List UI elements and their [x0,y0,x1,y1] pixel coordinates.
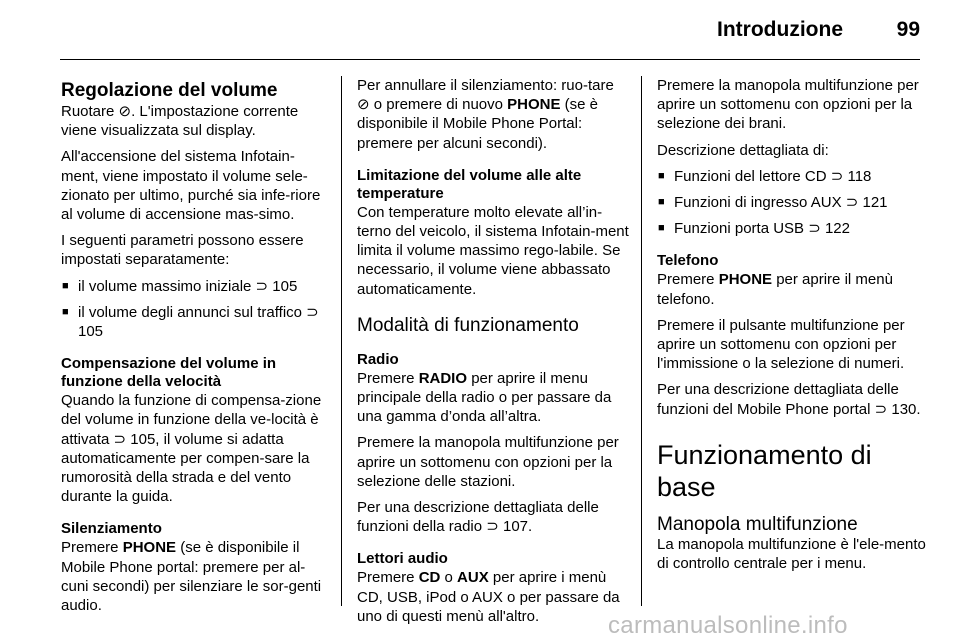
heading-temperature-limit: Limitazione del volume alle alte temperature [357,166,582,202]
paragraph: Premere RADIO per aprire il menu principale della radio o per passare da una gamma d’onda all’altra. [357,369,612,426]
key-phone: PHONE [122,539,177,557]
paragraph: Per una descrizione dettagliata delle funzioni della radio ⊃ 107. [357,499,599,536]
paragraph: All'accensione del sistema Infotain-ment, viene impostato il volume sele-zionato per ultimo, purché sia infe-riore al volume di accensione mas-simo. [61,148,321,224]
key-radio: RADIO [418,369,468,387]
heading-mute: Silenziamento [61,520,162,538]
list-item: ■ Funzioni del lettore CD ⊃ 118 [657,167,927,186]
paragraph: Descrizione dettagliata di: [657,141,829,159]
key-phone: PHONE [718,271,773,289]
paragraph: Premere il pulsante multifunzione per aprire un sottomenu con opzioni per l'immissione o la selezione di numeri. [657,316,905,373]
paragraph: Premere PHONE (se è disponibile il Mobile Phone portal: premere per al-cuni secondi) per silenziare le sor-genti audio. [61,539,322,615]
page-number: 99 [896,18,920,41]
paragraph: Premere la manopola multifunzione per aprire un sottomenu con opzioni per la selezione delle stazioni. [357,434,619,490]
heading-audio-players: Lettori audio [357,550,448,568]
column-divider [341,76,342,606]
watermark: carmanualsonline.info [608,612,848,639]
header-title: Introduzione [717,18,843,41]
list-item: ■ Funzioni di ingresso AUX ⊃ 121 [657,193,927,212]
heading-volume: Regolazione del volume [61,80,278,101]
bullet-list [61,277,327,342]
column-2 [357,76,629,633]
paragraph: Con temperature molto elevate all’in-terno del veicolo, il sistema Infotain-ment limita il volume massimo rego-labile. Se necessario, il volume viene abbassato automaticamente. [357,203,629,298]
key-cd: CD [418,569,441,587]
heading-phone: Telefono [657,252,719,270]
paragraph: Premere PHONE per aprire il menù telefono. [657,271,893,308]
list-item: ■ il volume degli annunci sul traffico ⊃ 105 [61,303,327,341]
heading-speed-compensation: Compensazione del volume in funzione della velocità [61,355,277,391]
paragraph: Ruotare ⊘. L'impostazione corrente viene visualizzata sul display. [61,103,299,140]
heading-operating-mode: Modalità di funzionamento [357,314,579,336]
paragraph: I seguenti parametri possono essere impostati separatamente: [61,232,304,269]
paragraph: Premere CD o AUX per aprire i menù CD, USB, iPod o AUX o per passare da uno di questi menù all'altro. [357,569,620,625]
heading-multifunction-knob: Manopola multifunzione [657,513,858,535]
heading-radio: Radio [357,350,399,368]
column-1 [61,76,327,622]
column-3 [657,76,927,580]
paragraph: Per una descrizione dettagliata delle funzioni del Mobile Phone portal ⊃ 130. [657,381,921,418]
bullet-list [657,167,927,239]
key-phone: PHONE [507,96,561,114]
paragraph: Premere la manopola multifunzione per aprire un sottomenu con opzioni per la selezione dei brani. [657,77,919,133]
key-aux: AUX [457,569,489,587]
column-divider [641,76,642,606]
paragraph: Per annullare il silenziamento: ruo-tare ⊘ o premere di nuovo PHONE (se è disponibile il Mobile Phone Portal: premere per alcuni secondi). [357,77,614,152]
header-rule [60,59,920,60]
paragraph: Quando la funzione di compensa-zione del volume in funzione della ve-locità è attivata ⊃ 105, il volume si adatta automaticamente per compen-sare la rumorosità della strada e del vento durante la guida. [61,392,322,506]
list-item: ■ il volume massimo iniziale ⊃ 105 [61,277,327,296]
paragraph: La manopola multifunzione è l'ele-mento di controllo centrale per i menu. [657,535,926,573]
heading-basic-operation: Funzionamento di base [657,439,872,502]
list-item: ■ Funzioni porta USB ⊃ 122 [657,219,927,238]
